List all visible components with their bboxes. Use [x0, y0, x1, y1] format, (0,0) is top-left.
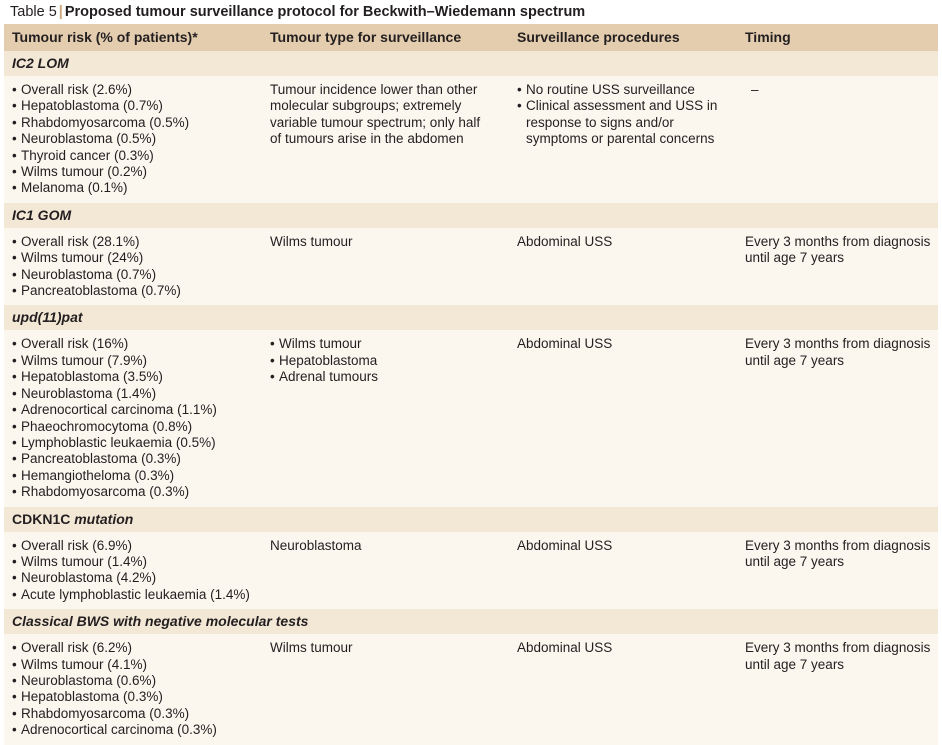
list-item: • Wilms tumour — [270, 336, 503, 352]
tumour-type-text: Wilms tumour — [270, 640, 353, 656]
group-row-ic2-lom — [4, 51, 938, 76]
column-header-tumour-type: Tumour type for surveillance — [262, 24, 509, 51]
group-title: upd(11)pat — [4, 305, 938, 330]
tumour-type-text: Tumour incidence lower than other molecular subgroups; extremely variable tumour spectrum; only half of tumours arise in the abdomen — [270, 82, 481, 147]
risk-cell — [4, 532, 262, 610]
risk-list — [12, 82, 256, 197]
group-title-suffix: mutation — [70, 510, 134, 527]
list-item: • Rhabdomyosarcoma (0.3%) — [12, 706, 256, 722]
timing-cell — [737, 228, 938, 306]
list-item: • Lymphoblastic leukaemia (0.5%) — [12, 435, 256, 451]
list-item: • Hepatoblastoma (3.5%) — [12, 369, 256, 385]
list-item: • Pancreatoblastoma (0.3%) — [12, 451, 256, 467]
procedures-cell — [509, 532, 737, 610]
list-item: • Neuroblastoma (0.5%) — [12, 131, 256, 147]
list-item: • No routine USS surveillance — [517, 82, 721, 98]
list-item: • Thyroid cancer (0.3%) — [12, 148, 256, 164]
list-item: • Clinical assessment and USS in response to signs and/or symptoms or parental concerns — [517, 98, 721, 147]
group-title: IC2 LOM — [4, 51, 938, 76]
list-item: • Hepatoblastoma — [270, 353, 503, 369]
list-item: • Hemangiotheloma (0.3%) — [12, 468, 256, 484]
list-item: • Wilms tumour (7.9%) — [12, 353, 256, 369]
risk-list — [12, 538, 256, 604]
surveillance-table — [4, 24, 938, 745]
list-item: • Rhabdomyosarcoma (0.5%) — [12, 115, 256, 131]
group-row-classical-bws — [4, 609, 938, 634]
tumour-type-cell — [262, 330, 509, 506]
table-row — [4, 634, 938, 744]
table-row — [4, 330, 938, 506]
risk-cell — [4, 228, 262, 306]
timing-text: – — [751, 82, 759, 97]
list-item: • Wilms tumour (0.2%) — [12, 164, 256, 180]
group-row-cdkn1c-mutation — [4, 507, 938, 532]
list-item: • Phaeochromocytoma (0.8%) — [12, 419, 256, 435]
procedures-text: Abdominal USS — [517, 640, 613, 656]
procedures-text: Abdominal USS — [517, 537, 613, 553]
table-row — [4, 228, 938, 306]
list-item: • Hepatoblastoma (0.3%) — [12, 689, 256, 705]
group-title: Classical BWS with negative molecular tests — [4, 609, 938, 634]
risk-list — [12, 234, 256, 300]
procedures-text: Abdominal USS — [517, 336, 613, 352]
procedures-cell — [509, 330, 737, 506]
group-title: IC1 GOM — [4, 203, 938, 228]
tumour-type-cell — [262, 634, 509, 744]
risk-cell — [4, 330, 262, 506]
timing-text: Every 3 months from diagnosis until age 7 years — [745, 537, 931, 569]
tumour-type-text: Neuroblastoma — [270, 537, 362, 553]
procedures-list — [517, 82, 731, 148]
timing-text: Every 3 months from diagnosis until age 7 years — [745, 640, 931, 672]
list-item: • Adrenocortical carcinoma (0.3%) — [12, 722, 256, 738]
column-header-risk: Tumour risk (% of patients)* — [4, 24, 262, 51]
list-item: • Overall risk (6.9%) — [12, 538, 256, 554]
list-item: • Overall risk (16%) — [12, 336, 256, 352]
list-item: • Neuroblastoma (0.6%) — [12, 673, 256, 689]
header-row — [4, 24, 938, 51]
procedures-cell — [509, 228, 737, 306]
list-item: • Wilms tumour (24%) — [12, 250, 256, 266]
list-item: • Neuroblastoma (4.2%) — [12, 570, 256, 586]
timing-cell — [737, 532, 938, 610]
list-item: • Acute lymphoblastic leukaemia (1.4%) — [12, 587, 256, 603]
table-row — [4, 532, 938, 610]
group-row-ic1-gom — [4, 203, 938, 228]
column-header-timing: Timing — [737, 24, 938, 51]
timing-text: Every 3 months from diagnosis until age 7 years — [745, 336, 931, 368]
table-label: Table 5 — [10, 4, 57, 20]
tumour-type-cell — [262, 76, 509, 203]
column-header-procedures: Surveillance procedures — [509, 24, 737, 51]
risk-cell — [4, 76, 262, 203]
list-item: • Overall risk (28.1%) — [12, 234, 256, 250]
timing-cell — [737, 634, 938, 744]
list-item: • Adrenal tumours — [270, 369, 503, 385]
list-item: • Rhabdomyosarcoma (0.3%) — [12, 484, 256, 500]
list-item: • Pancreatoblastoma (0.7%) — [12, 283, 256, 299]
list-item: • Wilms tumour (1.4%) — [12, 554, 256, 570]
risk-list — [12, 640, 256, 738]
tumour-type-cell — [262, 532, 509, 610]
risk-cell — [4, 634, 262, 744]
procedures-cell — [509, 76, 737, 203]
group-title — [4, 507, 938, 532]
list-item: • Hepatoblastoma (0.7%) — [12, 98, 256, 114]
group-row-upd11pat — [4, 305, 938, 330]
group-title-gene: CDKN1C — [12, 510, 71, 527]
tumour-type-list — [270, 336, 503, 385]
procedures-text: Abdominal USS — [517, 233, 613, 249]
timing-text: Every 3 months from diagnosis until age 7 years — [745, 233, 931, 266]
list-item: • Neuroblastoma (1.4%) — [12, 386, 256, 402]
risk-list — [12, 336, 256, 500]
tumour-type-text: Wilms tumour — [270, 233, 353, 249]
caption-separator: | — [58, 4, 63, 20]
list-item: • Overall risk (6.2%) — [12, 640, 256, 656]
list-item: • Overall risk (2.6%) — [12, 82, 256, 98]
tumour-type-cell — [262, 228, 509, 306]
procedures-cell — [509, 634, 737, 744]
list-item: • Neuroblastoma (0.7%) — [12, 267, 256, 283]
table-row — [4, 76, 938, 203]
list-item: • Melanoma (0.1%) — [12, 180, 256, 196]
list-item: • Wilms tumour (4.1%) — [12, 657, 256, 673]
timing-cell — [737, 76, 938, 203]
timing-cell — [737, 330, 938, 506]
list-item: • Adrenocortical carcinoma (1.1%) — [12, 402, 256, 418]
table-title: Proposed tumour surveillance protocol for Beckwith–Wiedemann spectrum — [64, 4, 586, 20]
table-caption — [4, 0, 938, 24]
